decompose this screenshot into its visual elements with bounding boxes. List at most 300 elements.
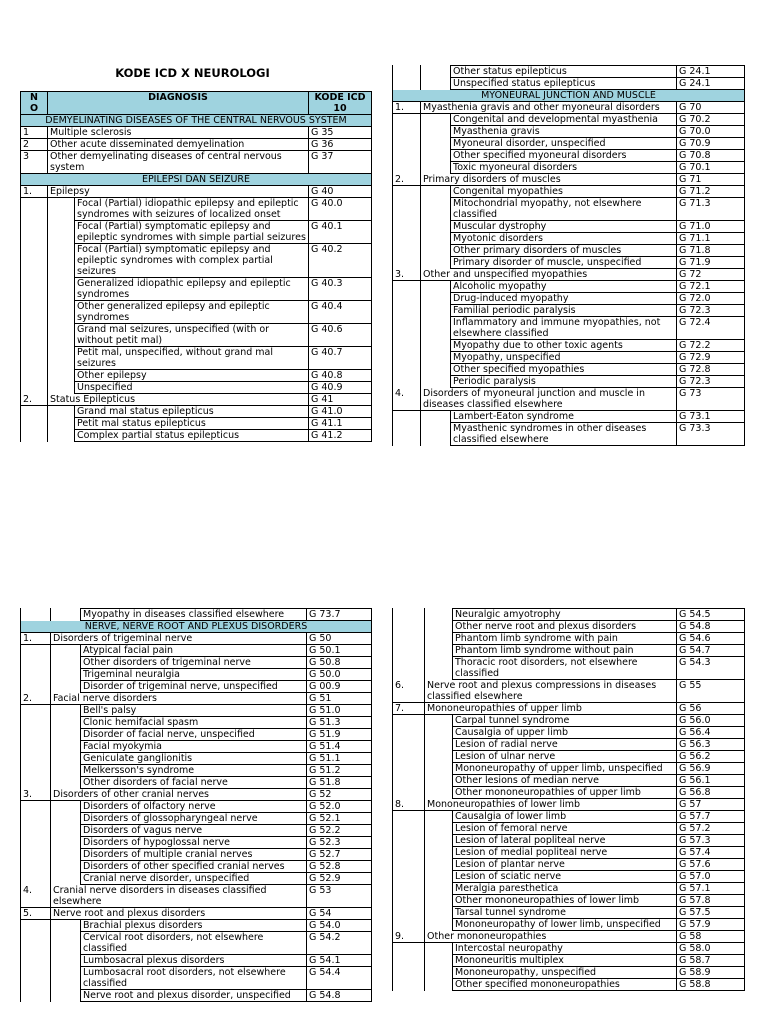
table-row <box>393 979 745 991</box>
row-number: 4. <box>21 885 51 908</box>
indent-cell <box>421 221 451 233</box>
table-row <box>393 739 745 751</box>
icd-code: G 73.3 <box>677 423 745 446</box>
table-row <box>393 871 745 883</box>
icd-code: G 51.0 <box>307 705 372 717</box>
row-number <box>21 967 51 990</box>
table-row <box>21 693 372 705</box>
diagnosis-item: Other mononeuropathies of lower limb <box>453 895 677 907</box>
icd-code: G 71.1 <box>677 233 745 245</box>
table-row <box>393 835 745 847</box>
indent-cell <box>48 347 75 370</box>
row-number <box>393 633 425 645</box>
row-number <box>21 861 51 873</box>
icd-code: G 54.8 <box>307 990 372 1002</box>
indent-cell <box>51 765 81 777</box>
diagnosis-item: Trigeminal neuralgia <box>81 669 307 681</box>
indent-cell <box>51 920 81 932</box>
indent-cell <box>48 324 75 347</box>
icd-code: G 51.1 <box>307 753 372 765</box>
indent-cell <box>421 352 451 364</box>
diagnosis-item: Other status epilepticus <box>451 66 677 78</box>
indent-cell <box>421 305 451 317</box>
table-row <box>393 715 745 727</box>
diagnosis-item: Petit mal, unspecified, without grand mal seizures <box>75 347 309 370</box>
table-row <box>393 162 745 174</box>
row-number: 9. <box>393 931 425 943</box>
diagnosis-group: Epilepsy <box>48 186 309 198</box>
indent-cell <box>51 849 81 861</box>
table-row <box>393 138 745 150</box>
table-row <box>21 669 372 681</box>
diagnosis-item: Myopathy, unspecified <box>451 352 677 364</box>
row-number: 2 <box>21 139 48 151</box>
row-number <box>393 621 425 633</box>
header-no-label: N O <box>29 92 39 114</box>
indent-cell <box>421 245 451 257</box>
icd-code: G 50.1 <box>307 645 372 657</box>
icd-code: G 41.2 <box>309 430 372 442</box>
indent-cell <box>421 423 451 446</box>
row-number <box>393 823 425 835</box>
table-row <box>393 955 745 967</box>
row-number <box>393 775 425 787</box>
icd-code: G 70.2 <box>677 114 745 126</box>
diagnosis-group: Disorders of other cranial nerves <box>51 789 307 801</box>
table-row <box>21 370 372 382</box>
table-row <box>21 406 372 418</box>
indent-cell <box>51 932 81 955</box>
diagnosis-item: Nerve root and plexus disorder, unspecified <box>81 990 307 1002</box>
indent-cell <box>48 406 75 418</box>
row-number <box>393 859 425 871</box>
diagnosis-item: Melkersson's syndrome <box>81 765 307 777</box>
row-number <box>21 717 51 729</box>
table-row <box>393 423 745 446</box>
diagnosis-item: Primary disorder of muscle, unspecified <box>451 257 677 269</box>
table-row <box>21 765 372 777</box>
diagnosis-item: Mitochondrial myopathy, not elsewhere classified <box>451 198 677 221</box>
row-number: 2. <box>21 394 48 406</box>
table-row <box>393 823 745 835</box>
icd-code: G 41.1 <box>309 418 372 430</box>
icd-code: G 24.1 <box>677 78 745 90</box>
diagnosis-item: Facial myokymia <box>81 741 307 753</box>
table-row <box>21 186 372 198</box>
icd-code: G 71.0 <box>677 221 745 233</box>
indent-cell <box>48 370 75 382</box>
section-header-row <box>21 621 372 633</box>
icd-code: G 52.1 <box>307 813 372 825</box>
table-row <box>393 967 745 979</box>
icd-code: G 51 <box>307 693 372 705</box>
row-number <box>21 370 48 382</box>
indent-cell <box>51 681 81 693</box>
icd-code: G 40.8 <box>309 370 372 382</box>
icd-code: G 70.0 <box>677 126 745 138</box>
diagnosis-item: Other generalized epilepsy and epileptic syndromes <box>75 301 309 324</box>
diagnosis-item: Other nerve root and plexus disorders <box>453 621 677 633</box>
indent-cell <box>51 777 81 789</box>
diagnosis-item: Brachial plexus disorders <box>81 920 307 932</box>
row-number <box>393 943 425 955</box>
diagnosis-item: Tarsal tunnel syndrome <box>453 907 677 919</box>
table-row <box>393 126 745 138</box>
diagnosis-item: Mononeuropathy of lower limb, unspecified <box>453 919 677 931</box>
indent-cell <box>48 221 75 244</box>
indent-cell <box>421 317 451 340</box>
indent-cell <box>425 775 453 787</box>
diagnosis-item: Lesion of sciatic nerve <box>453 871 677 883</box>
indent-cell <box>48 430 75 442</box>
diagnosis-item: Toxic myoneural disorders <box>451 162 677 174</box>
icd-code: G 36 <box>309 139 372 151</box>
diagnosis-item: Periodic paralysis <box>451 376 677 388</box>
row-number <box>21 406 48 418</box>
indent-cell <box>51 861 81 873</box>
icd-code: G 70.1 <box>677 162 745 174</box>
row-number <box>393 317 421 340</box>
diagnosis-item: Complex partial status epilepticus <box>75 430 309 442</box>
row-number <box>393 787 425 799</box>
diagnosis-item: Neuralgic amyotrophy <box>453 609 677 621</box>
icd-code: G 54.8 <box>677 621 745 633</box>
indent-cell <box>421 138 451 150</box>
table-row <box>393 352 745 364</box>
indent-cell <box>425 967 453 979</box>
row-number <box>393 198 421 221</box>
icd-code: G 72.1 <box>677 281 745 293</box>
indent-cell <box>425 739 453 751</box>
table-row <box>21 705 372 717</box>
indent-cell <box>51 813 81 825</box>
row-number <box>393 645 425 657</box>
icd-code: G 58.7 <box>677 955 745 967</box>
indent-cell <box>51 717 81 729</box>
row-number <box>393 138 421 150</box>
row-number <box>21 645 51 657</box>
table-row <box>393 657 745 680</box>
diagnosis-item: Myoneural disorder, unspecified <box>451 138 677 150</box>
icd-code: G 56.3 <box>677 739 745 751</box>
diagnosis-item: Other specified myoneural disorders <box>451 150 677 162</box>
table-row <box>393 703 745 715</box>
table-row <box>393 150 745 162</box>
row-number <box>393 811 425 823</box>
diagnosis-item: Myasthenia gravis <box>451 126 677 138</box>
table-row <box>393 78 745 90</box>
diagnosis-item: Unspecified <box>75 382 309 394</box>
diagnosis-group: Primary disorders of muscles <box>421 174 677 186</box>
table-row <box>21 127 372 139</box>
row-number <box>393 376 421 388</box>
diagnosis-item: Focal (Partial) idiopathic epilepsy and epileptic syndromes with seizures of localized onset <box>75 198 309 221</box>
section-header-row <box>21 174 372 186</box>
row-number <box>21 813 51 825</box>
indent-cell <box>425 979 453 991</box>
row-number <box>21 657 51 669</box>
icd-code: G 56.1 <box>677 775 745 787</box>
row-number <box>393 727 425 739</box>
indent-cell <box>51 955 81 967</box>
icd-code: G 41.0 <box>309 406 372 418</box>
table-row <box>21 920 372 932</box>
indent-cell <box>425 727 453 739</box>
table-row <box>393 943 745 955</box>
icd-code: G 71 <box>677 174 745 186</box>
row-number <box>393 751 425 763</box>
diagnosis-item: Alcoholic myopathy <box>451 281 677 293</box>
icd-code: G 54.4 <box>307 967 372 990</box>
indent-cell <box>425 955 453 967</box>
indent-cell <box>51 967 81 990</box>
diagnosis-group: Mononeuropathies of lower limb <box>425 799 677 811</box>
table-row <box>21 657 372 669</box>
table-row <box>393 799 745 811</box>
row-number <box>393 883 425 895</box>
icd-code: G 71.8 <box>677 245 745 257</box>
indent-cell <box>425 859 453 871</box>
icd-code: G 72.3 <box>677 305 745 317</box>
icd-code: G 54.6 <box>677 633 745 645</box>
table-row <box>393 305 745 317</box>
row-number <box>21 729 51 741</box>
table-row <box>21 813 372 825</box>
icd-code: G 51.8 <box>307 777 372 789</box>
diagnosis-item: Other mononeuropathies of upper limb <box>453 787 677 799</box>
indent-cell <box>51 837 81 849</box>
icd-code: G 71.2 <box>677 186 745 198</box>
indent-cell <box>425 943 453 955</box>
row-number: 4. <box>393 388 421 411</box>
indent-cell <box>425 871 453 883</box>
section-title: EPILEPSI DAN SEIZURE <box>21 174 372 186</box>
table-row <box>21 837 372 849</box>
row-number: 1 <box>21 127 48 139</box>
table-row <box>21 645 372 657</box>
table-row <box>393 364 745 376</box>
table-row <box>21 849 372 861</box>
indent-cell <box>421 114 451 126</box>
icd-code: G 40.4 <box>309 301 372 324</box>
row-number <box>393 835 425 847</box>
icd-code: G 37 <box>309 151 372 174</box>
table-row <box>21 382 372 394</box>
icd-code: G 52.7 <box>307 849 372 861</box>
indent-cell <box>425 657 453 680</box>
table-row <box>393 174 745 186</box>
indent-cell <box>425 883 453 895</box>
table-row <box>21 278 372 301</box>
table-row <box>21 717 372 729</box>
row-number: 2. <box>21 693 51 705</box>
diagnosis-item: Focal (Partial) symptomatic epilepsy and epileptic syndromes with simple partial seizures <box>75 221 309 244</box>
icd-code: G 56.9 <box>677 763 745 775</box>
diagnosis-item: Lesion of radial nerve <box>453 739 677 751</box>
icd-code: G 70 <box>677 102 745 114</box>
diagnosis-group: Other demyelinating diseases of central nervous system <box>48 151 309 174</box>
row-number <box>393 150 421 162</box>
indent-cell <box>51 645 81 657</box>
row-number <box>393 221 421 233</box>
table-row <box>393 317 745 340</box>
icd-code: G 51.4 <box>307 741 372 753</box>
table-row <box>393 751 745 763</box>
row-number: 7. <box>393 703 425 715</box>
diagnosis-group: Myasthenia gravis and other myoneural disorders <box>421 102 677 114</box>
icd-code: G 71.3 <box>677 198 745 221</box>
diagnosis-group: Nerve root and plexus disorders <box>51 908 307 920</box>
icd-code: G 57.6 <box>677 859 745 871</box>
table-row <box>393 281 745 293</box>
indent-cell <box>425 763 453 775</box>
diagnosis-item: Mononeuropathy of upper limb, unspecified <box>453 763 677 775</box>
icd-code: G 73.7 <box>307 609 372 621</box>
icd-code: G 52 <box>307 789 372 801</box>
diagnosis-item: Phantom limb syndrome with pain <box>453 633 677 645</box>
header-code-label: KODE ICD 10 <box>314 92 366 114</box>
section-title: NERVE, NERVE ROOT AND PLEXUS DISORDERS <box>21 621 372 633</box>
table-row <box>393 680 745 703</box>
icd-code: G 54 <box>307 908 372 920</box>
indent-cell <box>51 741 81 753</box>
row-number <box>393 364 421 376</box>
section-title: DEMYELINATING DISEASES OF THE CENTRAL NERVOUS SYSTEM <box>21 115 372 127</box>
indent-cell <box>421 78 451 90</box>
row-number <box>393 955 425 967</box>
icd-code: G 50.8 <box>307 657 372 669</box>
indent-cell <box>421 293 451 305</box>
icd-code: G 40.2 <box>309 244 372 278</box>
row-number <box>21 382 48 394</box>
icd-code: G 40.3 <box>309 278 372 301</box>
icd-code: G 71.9 <box>677 257 745 269</box>
table-row <box>21 609 372 621</box>
diagnosis-item: Disorders of other specified cranial nerves <box>81 861 307 873</box>
icd-code: G 72.8 <box>677 364 745 376</box>
indent-cell <box>51 729 81 741</box>
table-row <box>393 198 745 221</box>
row-number <box>393 919 425 931</box>
diagnosis-item: Other lesions of median nerve <box>453 775 677 787</box>
row-number <box>393 114 421 126</box>
table-row <box>393 727 745 739</box>
diagnosis-item: Congenital myopathies <box>451 186 677 198</box>
indent-cell <box>425 609 453 621</box>
row-number <box>393 126 421 138</box>
table-row <box>21 139 372 151</box>
indent-cell <box>421 411 451 423</box>
icd-code: G 51.3 <box>307 717 372 729</box>
diagnosis-item: Lesion of ulnar nerve <box>453 751 677 763</box>
indent-cell <box>51 753 81 765</box>
row-number <box>393 162 421 174</box>
row-number <box>393 907 425 919</box>
icd-code: G 72.3 <box>677 376 745 388</box>
row-number: 2. <box>393 174 421 186</box>
diagnosis-group: Status Epilepticus <box>48 394 309 406</box>
diagnosis-item: Disorders of vagus nerve <box>81 825 307 837</box>
table-row <box>393 633 745 645</box>
indent-cell <box>425 907 453 919</box>
table-row <box>21 324 372 347</box>
table-row <box>393 645 745 657</box>
row-number <box>393 186 421 198</box>
header-diagnosis-label: DIAGNOSIS <box>148 92 208 103</box>
table-row <box>393 257 745 269</box>
row-number <box>393 979 425 991</box>
icd-code: G 54.5 <box>677 609 745 621</box>
icd-code: G 50.0 <box>307 669 372 681</box>
row-number <box>393 847 425 859</box>
icd-code: G 00.9 <box>307 681 372 693</box>
diagnosis-item: Mononeuritis multiplex <box>453 955 677 967</box>
header-no <box>21 92 48 115</box>
diagnosis-item: Other disorders of trigeminal nerve <box>81 657 307 669</box>
diagnosis-group: Multiple sclerosis <box>48 127 309 139</box>
diagnosis-group: Other and unspecified myopathies <box>421 269 677 281</box>
table-row <box>393 859 745 871</box>
row-number <box>21 825 51 837</box>
row-number <box>21 741 51 753</box>
diagnosis-group: Mononeuropathies of upper limb <box>425 703 677 715</box>
diagnosis-item: Thoracic root disorders, not elsewhere classified <box>453 657 677 680</box>
row-number <box>21 681 51 693</box>
table-row <box>21 151 372 174</box>
diagnosis-item: Causalgia of upper limb <box>453 727 677 739</box>
row-number <box>393 352 421 364</box>
row-number: 8. <box>393 799 425 811</box>
diagnosis-item: Other specified mononeuropathies <box>453 979 677 991</box>
row-number <box>21 705 51 717</box>
icd-code: G 56.8 <box>677 787 745 799</box>
icd-code: G 52.9 <box>307 873 372 885</box>
table-row <box>21 244 372 278</box>
indent-cell <box>425 895 453 907</box>
row-number <box>393 281 421 293</box>
icd-code: G 40 <box>309 186 372 198</box>
row-number: 1. <box>393 102 421 114</box>
row-number: 3 <box>21 151 48 174</box>
indent-cell <box>421 364 451 376</box>
diagnosis-item: Clonic hemifacial spasm <box>81 717 307 729</box>
indent-cell <box>421 150 451 162</box>
table-row <box>21 777 372 789</box>
indent-cell <box>51 669 81 681</box>
row-number <box>393 305 421 317</box>
diagnosis-item: Lambert-Eaton syndrome <box>451 411 677 423</box>
row-number <box>21 801 51 813</box>
indent-cell <box>425 787 453 799</box>
indent-cell <box>48 278 75 301</box>
indent-cell <box>421 233 451 245</box>
table-row <box>393 811 745 823</box>
indent-cell <box>421 376 451 388</box>
icd-code: G 40.9 <box>309 382 372 394</box>
row-number <box>21 849 51 861</box>
icd-code: G 73 <box>677 388 745 411</box>
table-row <box>393 388 745 411</box>
icd-code: G 54.7 <box>677 645 745 657</box>
table-row <box>21 789 372 801</box>
table-row <box>21 347 372 370</box>
row-number <box>21 990 51 1002</box>
icd-table-bottom-right <box>392 608 745 991</box>
indent-cell <box>48 382 75 394</box>
table-row <box>21 908 372 920</box>
row-number <box>21 609 51 621</box>
indent-cell <box>48 418 75 430</box>
